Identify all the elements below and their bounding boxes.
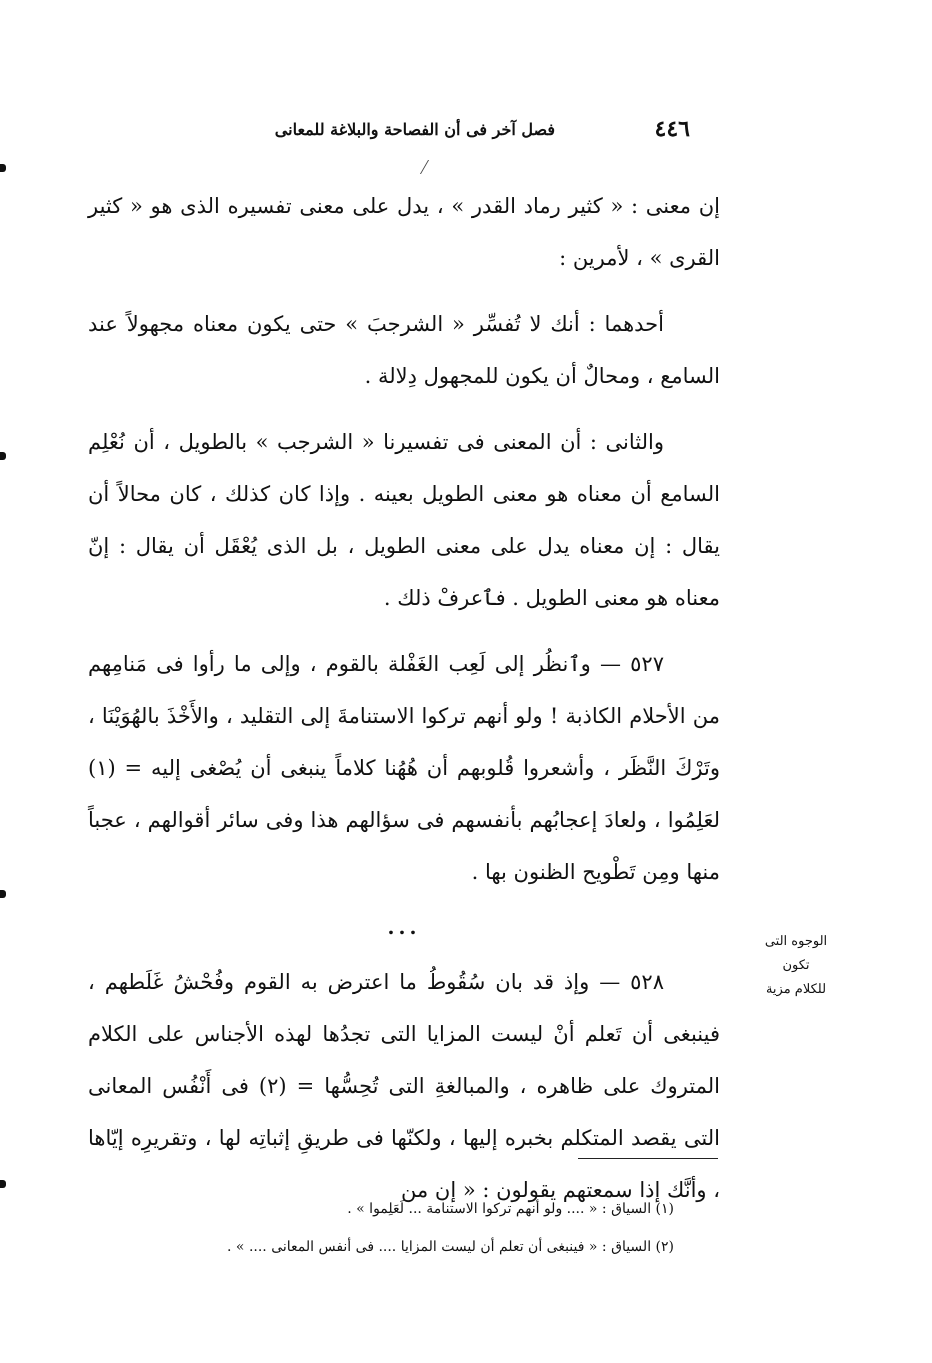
header-tick-mark	[420, 160, 437, 174]
main-text	[88, 180, 720, 1230]
footnote-1: (١) السياق : « .... ولو أنهم تركوا الاستنامة ... لَعَلِموا » .	[347, 1201, 674, 1217]
margin-note	[750, 930, 842, 1002]
paragraph-528: ٥٢٨ — وإذ قد بان سُقُوطُ ما اعترض به القوم وفُحْشُ غَلَطهم ، فينبغى أن تَعلم أنْ ليست المزايا التى تجدُها لهذه الأجناس على الكلام المتروك على ظاهره ، والمبالغةِ التى تُحِسُّها = (٢) فى أَنْفُس المعانى التى يقصد المتكلم بخبره إليها ، ولكنّها فى طريقِ إثباتِه لها ، وتقريرِه إيّاها ، وأنَّك إذا سمعتهم يقولون : « إن من	[88, 970, 720, 1202]
page-header	[240, 116, 690, 146]
footnotes	[154, 1190, 674, 1266]
margin-note-line-1: الوجوه التى تكون	[764, 934, 828, 973]
paragraph-1: إن معنى : « كثير رماد القدر » ، يدل على معنى تفسيره الذى هو « كثير القرى » ، لأمرين :	[88, 194, 720, 270]
footnote-2: (٢) السياق : « فينبغى أن تعلم أن ليست المزايا .... فى أنفس المعانى .... » .	[227, 1239, 674, 1255]
running-title: فصل آخر فى أن الفصاحة والبلاغة للمعانى	[274, 120, 555, 139]
paragraph-3: والثانى : أن المعنى فى تفسيرنا « الشرجب » بالطويل ، أن نُعْلِم السامع أن معناه هو معنى الطويل بعينه . وإذا كان كذلك ، كان محالاً أن يقال : إن معناه يدل على معنى الطويل ، بل الذى يُعْقَل أن يقال : إنّ معناه هو معنى الطويل . فٱعرفْ ذلك .	[88, 430, 720, 610]
scan-edge-mark	[0, 890, 6, 898]
section-separator: ...	[387, 915, 421, 939]
paragraph-527: ٥٢٧ — وٱنظُر إلى لَعِب الغَفْلة بالقوم ، وإلى ما رأوا فى مَنامِهم من الأحلام الكاذبة ! ولو أنهم تركوا الاستنامةَ إلى التقليد ، والأَخْذَ بالهُوَيْنَا ، وتَرْكَ النَّظَر ، وأشعروا قُلوبهم أن هُهُنا كلاماً ينبغى أن يُصْغى إليه = (١) لعَلِمُوا ، ولعادَ إعجابُهم بأنفسهم فى سؤالهم هذا وفى سائر أقوالهم ، عجباً منها ومِن تَطْويح الظنون بها .	[88, 652, 720, 884]
scan-edge-mark	[0, 1180, 6, 1188]
footnote-divider	[578, 1158, 718, 1159]
margin-note-line-2: للكلام مزية	[765, 982, 827, 997]
scan-edge-mark	[0, 452, 6, 460]
page-number: ٤٤٦	[654, 116, 690, 142]
paragraph-2: أحدهما : أنك لا تُفسِّر « الشرجبَ » حتى يكون معناه مجهولاً عند السامع ، ومحالٌ أن يكون للمجهول دِلالة .	[88, 312, 720, 388]
scan-edge-mark	[0, 164, 6, 172]
